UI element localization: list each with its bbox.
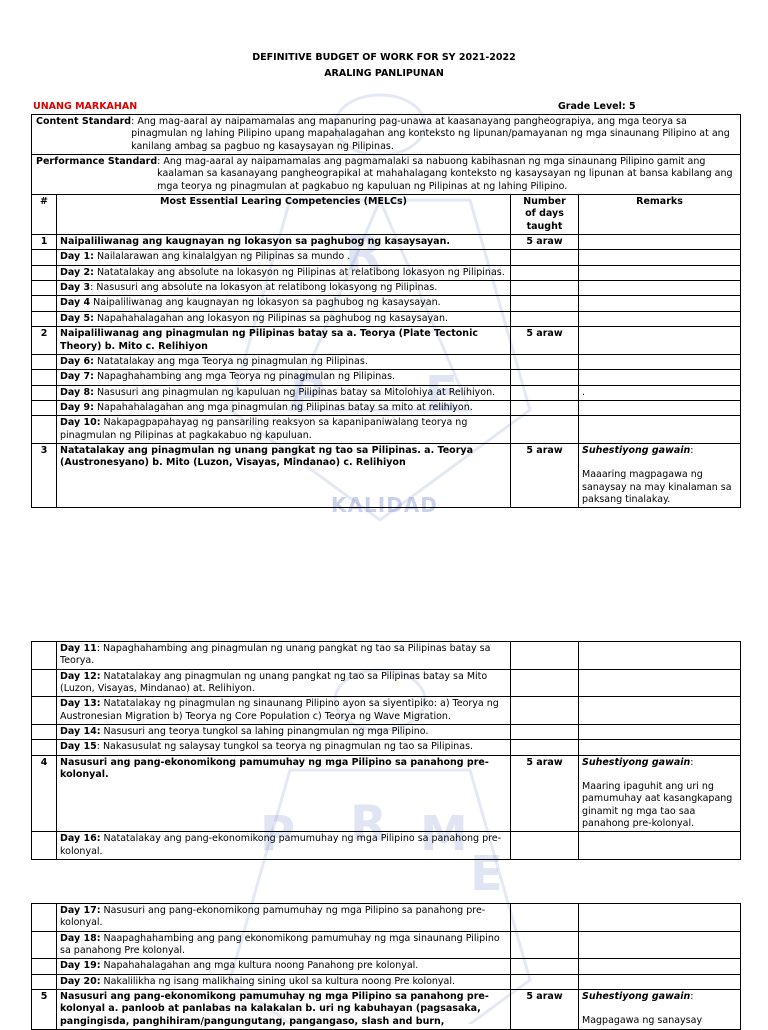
day-text: Nakalilikha ng isang malikhaing sining ukol sa kultura noong Pre kolonyal. <box>100 975 456 987</box>
header-days: Number of days taught <box>511 195 579 235</box>
day-row <box>32 311 741 326</box>
melc-text: Naipaliliwanag ang pinagmulan ng Pilipinas batay sa a. Teorya (Plate Tectonic Theory) b. Mito c. Relihiyon <box>60 328 478 352</box>
days-taught <box>511 832 579 860</box>
row-number: 4 <box>32 755 57 832</box>
day-label: Day 19: <box>60 960 101 972</box>
competency-cell <box>57 959 511 974</box>
remarks-cell <box>579 642 741 670</box>
budget-table-2 <box>31 641 741 860</box>
days-taught <box>511 974 579 989</box>
day-label: Day 18: <box>60 932 101 944</box>
day-label: Day 10: <box>60 417 101 429</box>
row-number <box>32 740 57 755</box>
competency-cell <box>57 443 511 507</box>
melc-row <box>32 235 741 250</box>
days-taught <box>511 400 579 415</box>
header-melc: Most Essential Learing Competencies (MELCs) <box>57 195 511 235</box>
row-number <box>32 416 57 444</box>
days-taught <box>511 725 579 740</box>
day-label: Day 20: <box>60 975 101 987</box>
remarks-cell <box>579 669 741 697</box>
day-text: : Nakasusulat ng salaysay tungkol sa teorya ng pinagmulan ng tao sa Pilipinas. <box>96 741 474 753</box>
days-taught <box>511 669 579 697</box>
day-label: Day 2: <box>60 266 94 278</box>
day-text: Natatalakay ang pinagmulan ng unang pangkat ng tao sa Pilipinas batay sa Mito (Luzon, Visayas, Mindanao) at. Relihiyon. <box>60 670 488 695</box>
day-row <box>32 354 741 369</box>
day-row <box>32 370 741 385</box>
competency-cell <box>57 725 511 740</box>
remarks-cell <box>579 931 741 959</box>
svg-text:R: R <box>345 226 382 282</box>
remarks-cell <box>579 281 741 296</box>
competency-cell <box>57 755 511 832</box>
competency-cell <box>57 370 511 385</box>
day-label: Day 6: <box>60 355 94 367</box>
days-taught <box>511 385 579 400</box>
remarks-colon: : <box>690 991 694 1003</box>
days-taught <box>511 697 579 725</box>
days-taught: 5 araw <box>511 755 579 832</box>
competency-cell <box>57 740 511 755</box>
remarks-cell <box>579 296 741 311</box>
day-text: Nasusuri ang pinagmulan ng kapuluan ng Pilipinas batay sa Mitolohiya at Relihiyon. <box>93 386 496 398</box>
days-taught <box>511 642 579 670</box>
melc-text: Natatalakay ang pinagmulan ng unang pangkat ng tao sa Pilipinas. a. Teorya (Austronesyano) b. Mito (Luzon, Visayas, Mindanao) c. Relihiyon <box>60 444 473 469</box>
competency-cell <box>57 385 511 400</box>
day-row <box>32 740 741 755</box>
performance-standard-label: Performance Standard <box>36 156 158 168</box>
day-label: Day 1: <box>60 251 94 263</box>
day-row <box>32 265 741 280</box>
table-header-row <box>32 195 741 235</box>
competency-cell <box>57 265 511 280</box>
competency-cell <box>57 250 511 265</box>
row-number <box>32 725 57 740</box>
remarks-cell <box>579 974 741 989</box>
days-taught <box>511 281 579 296</box>
row-number <box>32 931 57 959</box>
day-row <box>32 642 741 670</box>
competency-cell <box>57 931 511 959</box>
day-label: Day 7: <box>60 371 94 383</box>
performance-standard-text: : Ang mag-aaral ay naipamamalas ang pagmamalaki sa nabuong kabihasnan ng mga sinaunang Pilipino gamit ang kaalaman sa kasanayang pangheograpikal at mahahalagang konteksto ng kasaysayan ng lipunan at bansa kabilang ang mga teorya ng pinagmulan at pagkabuo ng kapuluan ng Pilipinas at ng lahing Pilipino. <box>157 156 733 192</box>
day-label: Day 12: <box>60 670 101 682</box>
days-taught <box>511 311 579 326</box>
day-text: Nailalarawan ang kinalalgyan ng Pilipinas sa mundo . <box>93 251 351 263</box>
days-taught <box>511 740 579 755</box>
budget-table-1 <box>31 114 741 508</box>
day-label: Day 16: <box>60 833 101 845</box>
competency-cell <box>57 904 511 932</box>
competency-cell <box>57 416 511 444</box>
remarks-heading: Suhestiyong gawain <box>582 991 691 1003</box>
remarks-heading-line <box>582 445 737 457</box>
header-num: # <box>32 195 57 235</box>
day-label: Day 14: <box>60 726 101 738</box>
remarks-heading-line <box>582 757 737 769</box>
competency-cell <box>57 296 511 311</box>
competency-cell <box>57 327 511 355</box>
day-text: Naipaliliwanag ang kaugnayan ng lokasyon sa paghubog ng kasaysayan. <box>90 297 441 309</box>
competency-cell <box>57 974 511 989</box>
row-number <box>32 974 57 989</box>
row-number <box>32 669 57 697</box>
row-number <box>32 904 57 932</box>
days-taught: 5 araw <box>511 327 579 355</box>
remarks-colon: : <box>690 756 694 768</box>
competency-cell <box>57 235 511 250</box>
svg-text:P: P <box>260 806 296 862</box>
remarks-text: . <box>582 386 586 398</box>
remarks-cell <box>579 443 741 507</box>
days-taught: 5 araw <box>511 235 579 250</box>
content-standard-text: : Ang mag-aaral ay naipamamalas ang mapanuring pag-unawa at kaasanayang pangheograpiya, ang mga teorya sa pinagmulan ng lahing Pilipino upang mapahalagahan ang konteksto ng lipunan/pamayanan ng mga sinaunang Pilipino at ang kanilang ambag sa pagbuo ng kasaysayan ng Pilipinas. <box>131 116 730 152</box>
days-taught <box>511 354 579 369</box>
row-number <box>32 250 57 265</box>
melc-text: Nasusuri ang pang-ekonomikong pamumuhay ng mga Pilipino sa panahong pre-kolonyal a. panloob at panlabas na kalakalan b. uri ng kabuhayan (pagsasaka, pangingisda, panghihiram/pangungutang, pangangaso, slash and burn, <box>60 991 489 1027</box>
day-row <box>32 416 741 444</box>
remarks-text: Maaring ipaguhit ang uri ng pamumuhay aat kasangkapang ginamit ng mga tao saa panahong pre-kolonyal. <box>582 781 733 830</box>
remarks-heading: Suhestiyong gawain <box>582 444 691 456</box>
day-text: Natatalakay ang pang-ekonomikong pamumuhay ng mga Pilipino sa panahong pre-kolonyal. <box>60 833 502 857</box>
days-taught <box>511 904 579 932</box>
competency-cell <box>57 642 511 670</box>
day-row <box>32 281 741 296</box>
day-text: Nasusuri ang teorya tungkol sa lahing pinangmulan ng mga Pilipino. <box>100 726 429 738</box>
day-row <box>32 296 741 311</box>
day-text: : Napaghahambing ang pinagmulan ng unang pangkat ng tao sa Pilipinas batay sa Teorya. <box>60 643 491 667</box>
competency-cell <box>57 697 511 725</box>
melc-row <box>32 755 741 832</box>
remarks-cell <box>579 740 741 755</box>
day-text: Natatalakay ang mga Teorya ng pinagmulan ng Pilipinas. <box>93 355 368 367</box>
content-standard-label: Content Standard <box>36 116 132 127</box>
competency-cell <box>57 354 511 369</box>
days-taught: 5 araw <box>511 443 579 507</box>
row-number <box>32 370 57 385</box>
remarks-cell <box>579 354 741 369</box>
remarks-cell <box>579 235 741 250</box>
day-row <box>32 697 741 725</box>
svg-text:M: M <box>420 806 468 862</box>
performance-standard-row <box>32 155 741 195</box>
day-text: Napahahalagahan ang mga kultura noong Panahong pre kolonyal. <box>100 960 419 972</box>
day-text: Naapaghahambing ang pang ekonomikong pamumuhay ng mga sinaunang Pilipino sa panahong Pre kolonyal. <box>60 932 500 957</box>
remarks-cell <box>579 832 741 860</box>
remarks-cell <box>579 250 741 265</box>
day-text: Napahahalagahan ang lokasyon ng Pilipinas sa paghubog ng kasaysayan. <box>93 312 449 324</box>
remarks-cell <box>579 416 741 444</box>
melc-row <box>32 443 741 507</box>
remarks-cell <box>579 327 741 355</box>
day-label: Day 8: <box>60 386 94 398</box>
day-row <box>32 974 741 989</box>
day-row <box>32 669 741 697</box>
competency-cell <box>57 669 511 697</box>
days-taught: 5 araw <box>511 990 579 1030</box>
day-row <box>32 250 741 265</box>
row-number <box>32 400 57 415</box>
remarks-text: Maaaring magpagawa ng sanaysay na may kinalaman sa paksang tinalakay. <box>582 469 732 505</box>
remarks-cell <box>579 697 741 725</box>
row-number: 5 <box>32 990 57 1030</box>
remarks-colon: : <box>690 444 694 456</box>
svg-text:E: E <box>425 366 458 422</box>
remarks-cell <box>579 904 741 932</box>
remarks-cell <box>579 755 741 832</box>
row-number <box>32 281 57 296</box>
days-taught <box>511 416 579 444</box>
row-number: 3 <box>32 443 57 507</box>
remarks-cell <box>579 370 741 385</box>
competency-cell <box>57 400 511 415</box>
day-text: Nasusuri ang pang-ekonomikong pamumuhay ng mga Pilipino sa panahong pre-kolonyal. <box>60 905 486 929</box>
quarter-label: UNANG MARKAHAN <box>33 101 138 112</box>
day-label: Day 4 <box>60 297 91 309</box>
row-number <box>32 832 57 860</box>
melc-text: Nasusuri ang pang-ekonomikong pamumuhay ng mga Pilipino sa panahong pre-kolonyal. <box>60 756 489 781</box>
row-number: 2 <box>32 327 57 355</box>
remarks-cell <box>579 265 741 280</box>
day-text: Napaghahambing ang mga Teorya ng pinagmulan ng Pilipinas. <box>93 371 396 383</box>
remarks-heading: Suhestiyong gawain <box>582 756 691 768</box>
melc-row <box>32 327 741 355</box>
subject-title: ARALING PANLIPUNAN <box>324 68 444 79</box>
day-row <box>32 931 741 959</box>
budget-table-3 <box>31 903 741 1030</box>
row-number <box>32 385 57 400</box>
row-number: 1 <box>32 235 57 250</box>
day-label: Day 15 <box>60 741 97 753</box>
document-title: DEFINITIVE BUDGET OF WORK FOR SY 2021-2022 <box>252 52 516 63</box>
row-number <box>32 296 57 311</box>
watermark-text: KALIDAD <box>331 493 438 517</box>
day-label: Day 5: <box>60 312 94 324</box>
melc-text: Naipaliliwanag ang kaugnayan ng lokasyon sa paghubog ng kasaysayan. <box>60 236 450 248</box>
row-number <box>32 311 57 326</box>
svg-text:E: E <box>470 846 503 902</box>
remarks-cell <box>579 385 741 400</box>
day-row <box>32 725 741 740</box>
svg-text:R: R <box>350 796 387 852</box>
remarks-cell <box>579 959 741 974</box>
days-taught <box>511 250 579 265</box>
competency-cell <box>57 281 511 296</box>
days-taught <box>511 370 579 385</box>
remarks-cell <box>579 725 741 740</box>
day-row <box>32 959 741 974</box>
grade-level: Grade Level: 5 <box>558 101 636 112</box>
remarks-cell <box>579 400 741 415</box>
row-number <box>32 354 57 369</box>
header-remarks: Remarks <box>579 195 741 235</box>
day-label: Day 13: <box>60 698 101 710</box>
day-text: Nakapagpapahayag ng pansariling reaksyon sa kapanipaniwalang teorya ng pinagmulan ng Pilipinas at pagkakabuo ng kapuluan. <box>60 417 468 441</box>
days-taught <box>511 931 579 959</box>
svg-text:P: P <box>290 366 326 422</box>
row-number <box>32 265 57 280</box>
day-label: Day 3 <box>60 282 91 294</box>
day-text: Natatalakay ang absolute na lokasyon ng Pilipinas at relatibong lokasyon ng Pilipinas. <box>93 266 505 278</box>
day-label: Day 11 <box>60 643 97 654</box>
day-row <box>32 904 741 932</box>
remarks-text: Magpagawa ng sanaysay <box>582 1015 703 1027</box>
days-taught <box>511 959 579 974</box>
competency-cell <box>57 311 511 326</box>
day-row <box>32 400 741 415</box>
day-text: Natatalakay ng pinagmulan ng sinaunang Pilipino ayon sa siyentipiko: a) Teorya ng Austronesian Migration b) Teorya ng Core Population c) Teorya ng Wave Migration. <box>60 698 499 722</box>
days-taught <box>511 296 579 311</box>
day-row <box>32 832 741 860</box>
row-number <box>32 959 57 974</box>
competency-cell <box>57 832 511 860</box>
day-row <box>32 385 741 400</box>
day-label: Day 17: <box>60 905 101 916</box>
row-number <box>32 642 57 670</box>
day-label: Day 9: <box>60 401 94 413</box>
remarks-cell <box>579 311 741 326</box>
day-text: Napahahalagahan ang mga pinagmulan ng Pilipinas batay sa mito at relihiyon. <box>93 401 473 413</box>
days-taught <box>511 265 579 280</box>
remarks-heading-line <box>582 991 737 1003</box>
day-text: : Nasusuri ang absolute na lokasyon at relatibong lokasyong ng Pilipinas. <box>90 282 438 294</box>
row-number <box>32 697 57 725</box>
content-standard-row <box>32 115 741 155</box>
